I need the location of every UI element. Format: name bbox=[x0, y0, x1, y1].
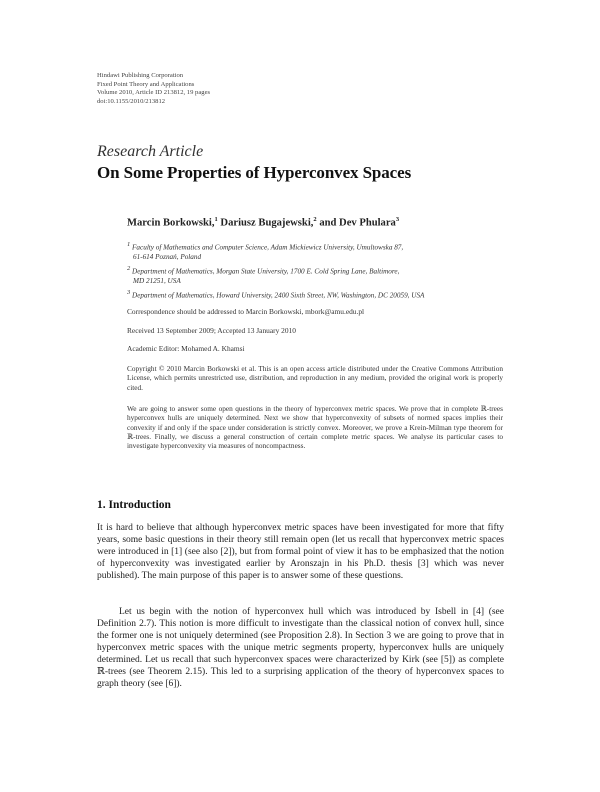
author-name: and Dev Phulara bbox=[319, 217, 396, 229]
author-sup: 1 bbox=[214, 216, 218, 223]
author-list bbox=[127, 216, 399, 229]
correspondence: Correspondence should be addressed to Marcin Borkowski, mbork@amu.edu.pl bbox=[127, 307, 365, 316]
affiliation-line: Department of Mathematics, Howard University, 2400 Sixth Street, NW, Washington, DC 20059, USA bbox=[132, 290, 425, 299]
received-dates: Received 13 September 2009; Accepted 13 January 2010 bbox=[127, 326, 296, 335]
affiliation-line: 61-614 Poznań, Poland bbox=[133, 252, 202, 261]
affiliation bbox=[127, 288, 507, 301]
author-name: Marcin Borkowski, bbox=[127, 217, 215, 229]
volume-line: Volume 2010, Article ID 213812, 19 pages bbox=[97, 89, 211, 97]
doi-line: doi:10.1155/2010/213812 bbox=[97, 97, 166, 105]
affiliation-sup: 3 bbox=[127, 288, 131, 296]
affiliation-sup: 2 bbox=[127, 264, 131, 272]
author-sup: 2 bbox=[313, 216, 317, 223]
author-sup: 3 bbox=[395, 216, 400, 223]
academic-editor: Academic Editor: Mohamed A. Khamsi bbox=[127, 344, 245, 353]
affiliation-sup: 1 bbox=[127, 241, 131, 248]
affiliation-line: MD 21251, USA bbox=[133, 276, 181, 285]
affiliations bbox=[127, 240, 507, 302]
copyright-notice: Copyright © 2010 Marcin Borkowski et al. This is an open access article distributed under the Creative Commons Attribution License, which permits unrestricted use, distribution, and reproduction in any medium, provided the original work is properly cited. bbox=[127, 364, 503, 392]
affiliation-line: Faculty of Mathematics and Computer Science, Adam Mickiewicz University, Umultowska 87, bbox=[132, 243, 404, 252]
affiliation bbox=[127, 240, 507, 262]
affiliation-line: Department of Mathematics, Morgan State University, 1700 E. Cold Spring Lane, Baltimore, bbox=[132, 267, 400, 276]
journal-name-line: Fixed Point Theory and Applications bbox=[97, 80, 195, 88]
section-heading: 1. Introduction bbox=[97, 499, 171, 511]
publisher-line: Hindawi Publishing Corporation bbox=[97, 72, 184, 79]
journal-header bbox=[97, 72, 210, 106]
intro-paragraph-1: It is hard to believe that although hyperconvex metric spaces have been investigated for more that fifty years, some basic questions in their theory still remain open (let us recall that hyperconvex metric spaces were introduced in [1] (see also [2]), but from formal point of view it has to be emphasized that the notion of hyperconvexity was investigated earlier by Aronszajn in his Ph.D. thesis [3] which was never published). The main purpose of this paper is to answer some of these questions. bbox=[97, 523, 504, 581]
article-type: Research Article bbox=[97, 143, 204, 160]
intro-paragraph-2: Let us begin with the notion of hyperconvex hull which was introduced by Isbell in [4] (see Definition 2.7). This notion is more difficult to investigate than the classical notion of convex hull, since the former one is not uniquely determined (see Proposition 2.8). In Section 3 we are going to prove that in hyperconvex metric spaces with the unique metric segments property, hyperconvex hulls are uniquely determined. Let us recall that such hyperconvex spaces were characterized by Kirk (see [5]) as complete ℝ-trees (see Theorem 2.15). This led to a surprising application of the theory of hyperconvex spaces to graph theory (see [6]). bbox=[97, 607, 504, 689]
paper-title: On Some Properties of Hyperconvex Spaces bbox=[97, 163, 412, 182]
author-name: Dariusz Bugajewski, bbox=[220, 217, 314, 229]
affiliation bbox=[127, 264, 507, 286]
abstract: We are going to answer some open questions in the theory of hyperconvex metric spaces. We prove that in complete ℝ-trees hyperconvex hulls are uniquely determined. Next we show that hyperconvexity of subsets of normed spaces implies their convexity if and only if the space under consideration is strictly convex. Moreover, we prove a Krein-Milman type theorem for ℝ-trees. Finally, we discuss a general construction of certain complete metric spaces. We analyse its particular cases to investigate hyperconvexity via measures of noncompactness. bbox=[127, 404, 503, 451]
